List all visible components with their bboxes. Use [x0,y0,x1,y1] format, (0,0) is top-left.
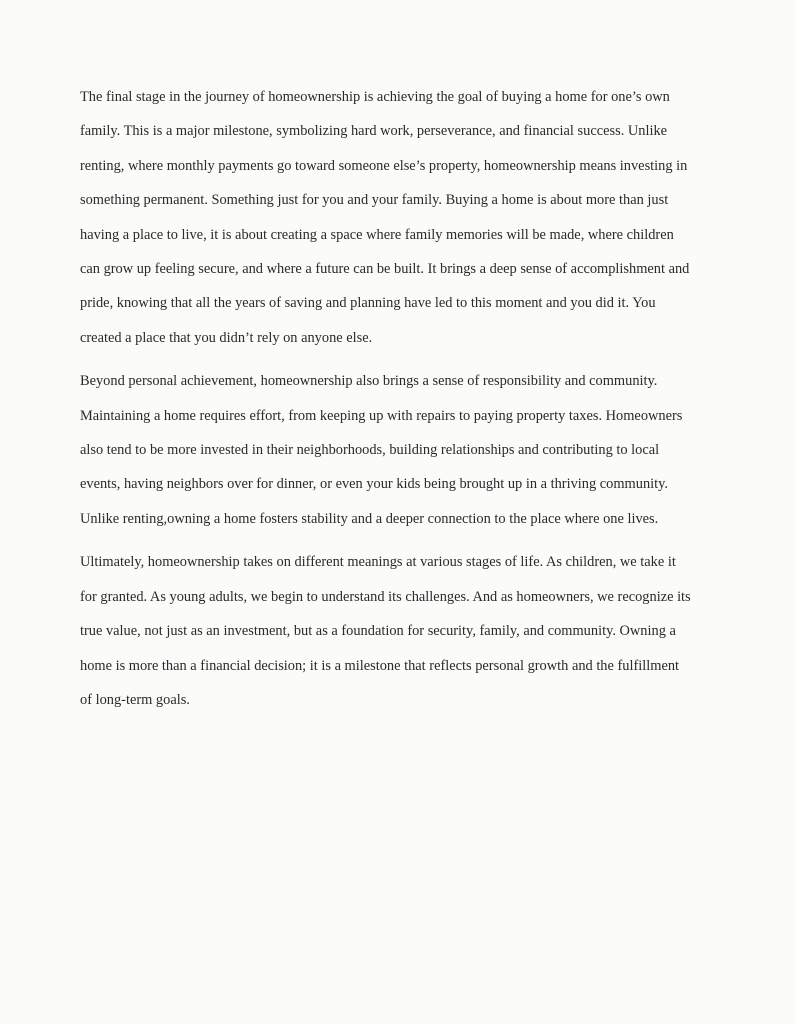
text-line: true value, not just as an investment, but as a foundation for security, family, and community. Owning a [80,623,676,640]
text-line: of long-term goals. [80,691,190,708]
text-line: Beyond personal achievement, homeownership also brings a sense of responsibility and community. [80,373,658,390]
text-line: created a place that you didn’t rely on anyone else. [80,329,373,346]
text-line: family. This is a major milestone, symbolizing hard work, perseverance, and financial success. Unlike [80,123,668,140]
text-line: The final stage in the journey of homeownership is achieving the goal of buying a home for one’s own [80,89,670,105]
text-line: Ultimately, homeownership takes on different meanings at various stages of life. As children, we take it [80,554,676,571]
paragraph-3 [80,545,720,717]
text-line: also tend to be more invested in their neighborhoods, building relationships and contributing to local [80,442,660,459]
text-line: renting, where monthly payments go toward someone else’s property, homeownership means investing in [80,157,688,174]
text-line: having a place to live, it is about creating a space where family memories will be made, where children [80,226,674,243]
text-line: Maintaining a home requires effort, from keeping up with repairs to paying property taxes. Homeowners [80,407,683,424]
paragraph-2 [80,364,720,536]
text-line: can grow up feeling secure, and where a future can be built. It brings a deep sense of accomplishment and [80,261,690,278]
document-body [80,80,720,726]
text-line: pride, knowing that all the years of saving and planning have led to this moment and you did it. You [80,295,656,312]
text-line: for granted. As young adults, we begin to understand its challenges. And as homeowners, we recognize its [80,588,691,605]
paragraph-1 [80,80,720,355]
text-line: home is more than a financial decision; it is a milestone that reflects personal growth and the fulfillment [80,657,680,674]
text-line: something permanent. Something just for you and your family. Buying a home is about more than just [80,192,669,209]
text-line: Unlike renting,owning a home fosters stability and a deeper connection to the place where one lives. [80,510,659,527]
text-line: events, having neighbors over for dinner, or even your kids being brought up in a thriving community. [80,476,668,493]
